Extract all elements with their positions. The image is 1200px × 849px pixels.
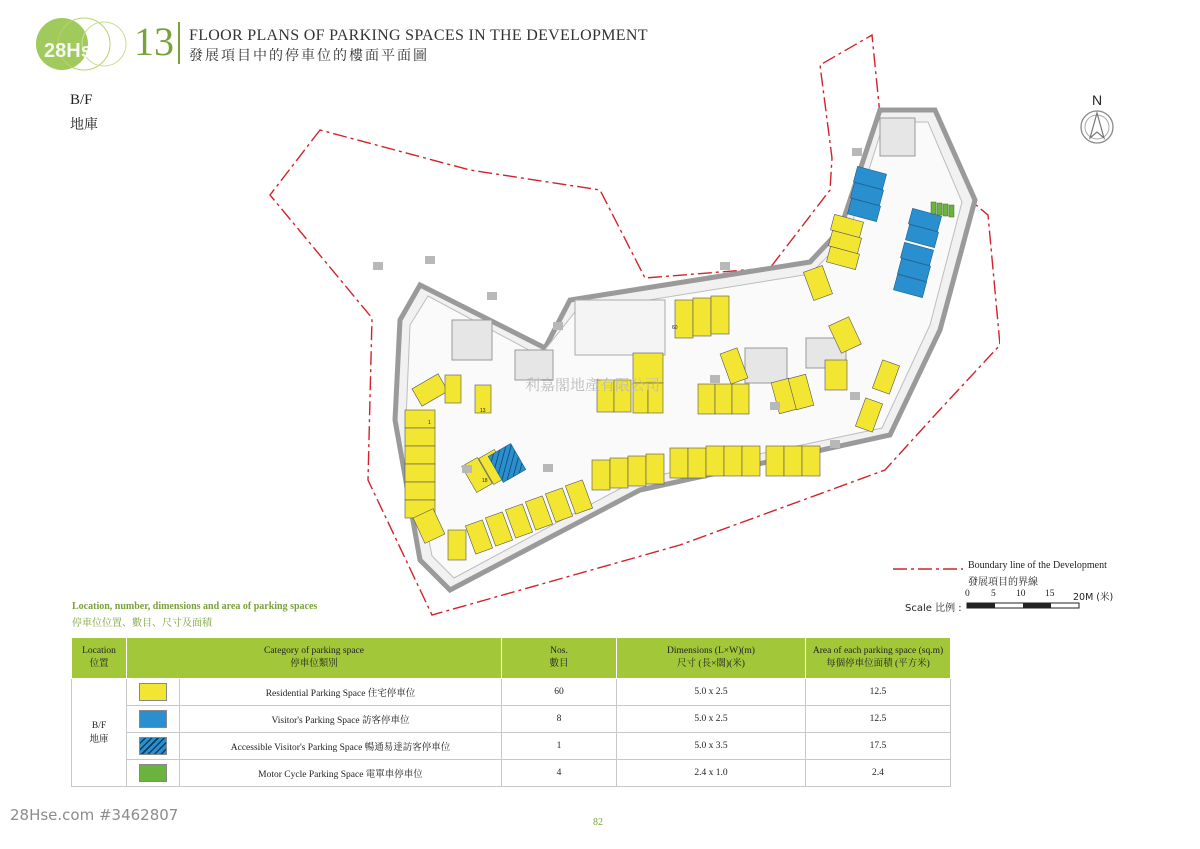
core-mid [745,348,787,383]
table-row [72,760,951,787]
space-label: 13 [480,408,486,414]
parking-space [825,360,847,390]
logo-text: 28Hse [44,40,103,62]
agency-overlay-text: 利嘉閣地產有限公司 [525,376,661,394]
boundary-legend-zh: 發展項目的界線 [968,577,1038,588]
table-row [72,706,951,733]
scale-tick: 20M (米) [1073,592,1114,603]
motorcycle-space [937,203,942,215]
visitor-swatch [139,710,167,728]
north-label: N [1091,92,1103,108]
parking-space [670,448,688,478]
parking-space [711,296,729,334]
core-left [452,320,492,360]
residential-swatch [139,683,167,701]
parking-space [448,530,466,560]
parking-space [742,446,760,476]
floor-label-en: B/F [70,92,93,108]
parking-space [706,446,724,476]
swatch-cell [127,733,180,760]
parking-space [724,446,742,476]
parking-space [802,446,820,476]
parking-space [784,446,802,476]
parking-space [688,448,706,478]
dim-cell: 5.0 x 2.5 [616,679,805,706]
parking-space [766,446,784,476]
col-area: Area of each parking space (sq.m) 每個停車位面積 (平方米) [805,638,950,679]
watermark-text: 28Hse.com #3462807 [10,806,179,824]
nos-cell: 60 [501,679,616,706]
parking-space [610,458,628,488]
parking-space [693,298,711,336]
table-heading-zh: 停車位位置、數目、尺寸及面積 [72,618,212,629]
table-row [72,679,951,706]
swatch-cell [127,760,180,787]
scale-tick: 0 [965,589,970,599]
motorcycle-space [943,204,948,216]
parking-space [405,428,435,446]
space-label: 1 [428,420,431,426]
accessible-swatch [139,737,167,755]
compass-icon [1077,108,1117,146]
dim-cell: 5.0 x 2.5 [616,706,805,733]
dim-cell: 5.0 x 3.5 [616,733,805,760]
scale-tick: 5 [991,589,996,599]
page-number: 82 [593,817,603,828]
swatch-cell [127,679,180,706]
ramp [575,300,665,355]
col-dimensions: Dimensions (L×W)(m) 尺寸 (長×闊)(米) [616,638,805,679]
page-title-zh: 發展項目中的停車位的樓面平面圖 [189,48,429,64]
parking-space [715,384,732,414]
boundary-legend-en: Boundary line of the Development [968,560,1107,571]
floor-plan [260,30,1000,620]
table-row [72,733,951,760]
category-cell: Accessible Visitor's Parking Space 暢通易達訪客停車位 [180,733,502,760]
nos-cell: 8 [501,706,616,733]
boundary-legend-line [893,566,963,572]
north-arrow [1076,92,1118,148]
col-nos: Nos. 數目 [501,638,616,679]
floor-label-zh: 地庫 [70,117,98,133]
motorcycle-swatch [139,764,167,782]
motorcycle-space [931,202,936,214]
header-divider [178,22,180,64]
area-cell: 17.5 [805,733,950,760]
parking-space [405,464,435,482]
category-cell: Motor Cycle Parking Space 電單車停車位 [180,760,502,787]
location-cell: B/F 地庫 [72,679,127,787]
col-location: Location 位置 [72,638,127,679]
parking-space [445,375,461,403]
section-number: 13 [134,19,174,64]
parking-space [646,454,664,484]
area-cell: 2.4 [805,760,950,787]
space-label: 18 [482,478,488,484]
motorcycle-space [949,205,954,217]
parking-space [675,300,693,338]
scale-label: Scale 比例 : [905,603,962,614]
parking-space [592,460,610,490]
scale-bar [966,600,1082,610]
page-title-en: FLOOR PLANS OF PARKING SPACES IN THE DEVELOPMENT [189,27,648,44]
dim-cell: 2.4 x 1.0 [616,760,805,787]
col-category: Category of parking space 停車位類別 [127,638,502,679]
scale-tick: 10 [1016,589,1026,599]
parking-space [405,482,435,500]
space-label: 60 [672,325,678,331]
table-header-row [72,638,951,679]
parking-table [71,637,951,787]
parking-space [698,384,715,414]
nos-cell: 1 [501,733,616,760]
table-heading-en: Location, number, dimensions and area of parking spaces [72,601,318,612]
parking-space [628,456,646,486]
category-cell: Visitor's Parking Space 訪客停車位 [180,706,502,733]
parking-space [405,446,435,464]
core-top [880,118,915,156]
category-cell: Residential Parking Space 住宅停車位 [180,679,502,706]
swatch-cell [127,706,180,733]
area-cell: 12.5 [805,679,950,706]
parking-space [732,384,749,414]
scale-tick: 15 [1045,589,1055,599]
area-cell: 12.5 [805,706,950,733]
nos-cell: 4 [501,760,616,787]
